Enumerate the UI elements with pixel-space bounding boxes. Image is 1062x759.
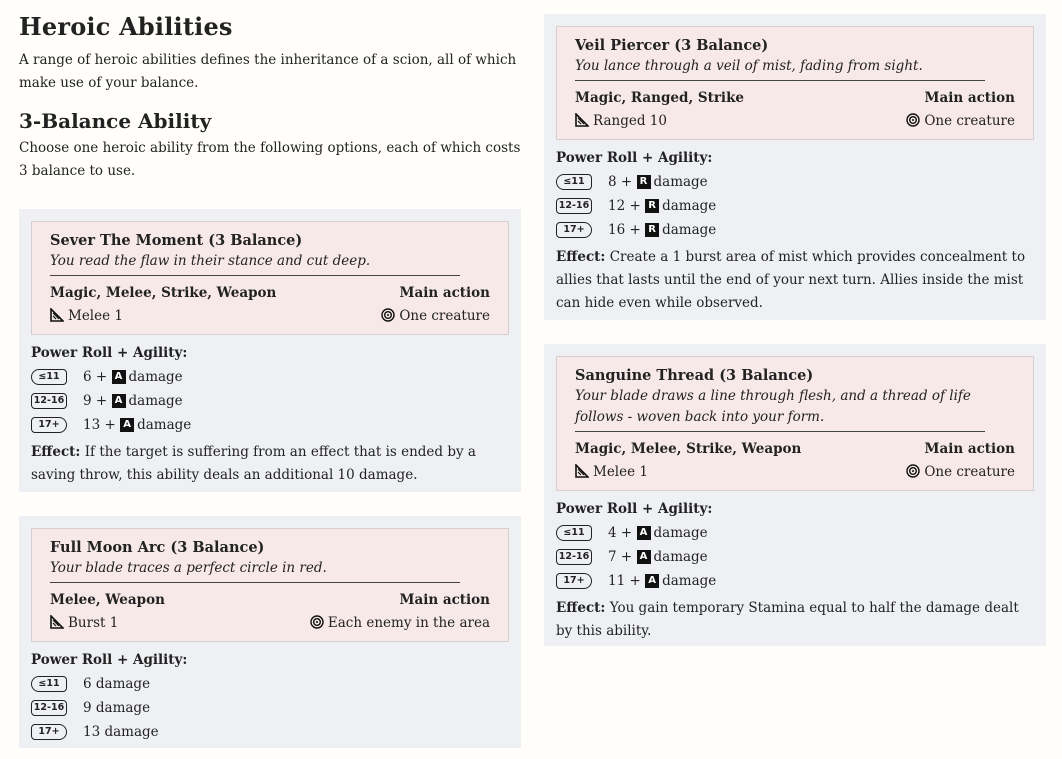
ability-action: Main action: [399, 592, 490, 608]
characteristic-icon: R: [637, 175, 651, 189]
distance-icon: [575, 464, 589, 478]
ability-target: One creature: [924, 464, 1015, 480]
power-roll-label: Power Roll + Agility:: [31, 345, 188, 361]
left-column: [19, 0, 521, 183]
target-icon: [310, 615, 324, 629]
damage-label: damage: [662, 222, 717, 238]
damage-label: damage: [653, 174, 708, 190]
tier-1-badge: ≤11: [556, 525, 592, 541]
tier-1-value: 6 +: [83, 369, 108, 385]
tier-3-value: 13 damage: [83, 724, 159, 740]
tier-row-1: [556, 170, 1034, 194]
effect-label: Effect:: [556, 249, 606, 265]
effect-text: Create a 1 burst area of mist which provides concealment to allies that lasts until the end of your next turn. Allies inside the mist can hide even while observed.: [556, 249, 1026, 311]
distance-icon: [50, 615, 64, 629]
effect-text: You gain temporary Stamina equal to half the damage dealt by this ability.: [556, 600, 1019, 639]
characteristic-icon: A: [637, 550, 651, 564]
ability-action: Main action: [924, 441, 1015, 457]
characteristic-icon: A: [120, 418, 134, 432]
ability-card: [31, 528, 509, 642]
ability-card: [556, 26, 1034, 140]
tier-3-badge: 17+: [556, 222, 592, 238]
ability-distance: Ranged 10: [593, 113, 667, 129]
ability-flavor: You read the flaw in their stance and cut deep.: [50, 251, 460, 276]
ability-keywords: Melee, Weapon: [50, 592, 165, 608]
tier-row-2: [556, 194, 1034, 218]
characteristic-icon: A: [637, 526, 651, 540]
characteristic-icon: A: [112, 394, 126, 408]
ability-name: Sanguine Thread (3 Balance): [575, 367, 814, 384]
power-roll-label: Power Roll + Agility:: [31, 652, 188, 668]
tier-2-value: 12 +: [608, 198, 641, 214]
tier-row-3: [31, 720, 509, 744]
target-icon: [906, 464, 920, 478]
tier-2-value: 7 +: [608, 549, 633, 565]
ability-action: Main action: [924, 90, 1015, 106]
damage-label: damage: [128, 369, 183, 385]
damage-label: damage: [128, 393, 183, 409]
ability-distance: Burst 1: [68, 615, 119, 631]
tier-row-1: [556, 521, 1034, 545]
target-icon: [381, 308, 395, 322]
ability-name: Veil Piercer (3 Balance): [575, 37, 769, 54]
characteristic-icon: A: [112, 370, 126, 384]
ability-target: Each enemy in the area: [327, 615, 490, 631]
ability-effect: [556, 597, 1034, 643]
target-icon: [906, 113, 920, 127]
damage-label: damage: [662, 573, 717, 589]
ability-target: One creature: [399, 308, 490, 324]
ability-target: One creature: [924, 113, 1015, 129]
power-roll-label: Power Roll + Agility:: [556, 150, 713, 166]
tier-row-1: [31, 672, 509, 696]
tier-row-2: [556, 545, 1034, 569]
ability-block-veil-piercer: [544, 14, 1046, 320]
distance-icon: [575, 113, 589, 127]
tier-row-3: [556, 569, 1034, 593]
characteristic-icon: R: [645, 223, 659, 237]
tier-3-badge: 17+: [31, 724, 67, 740]
ability-effect: [31, 441, 509, 487]
characteristic-icon: A: [645, 574, 659, 588]
tier-1-value: 4 +: [608, 525, 633, 541]
ability-card: [31, 221, 509, 335]
effect-text: If the target is suffering from an effect that is ended by a saving throw, this ability deals an additional 10 damage.: [31, 444, 476, 483]
tier-1-value: 8 +: [608, 174, 633, 190]
damage-label: damage: [653, 525, 708, 541]
ability-action: Main action: [399, 285, 490, 301]
tier-2-badge: 12-16: [556, 198, 592, 214]
damage-label: damage: [653, 549, 708, 565]
tier-row-2: [31, 696, 509, 720]
ability-effect: [556, 246, 1034, 315]
ability-distance: Melee 1: [593, 464, 648, 480]
tier-3-value: 16 +: [608, 222, 641, 238]
ability-flavor: Your blade traces a perfect circle in red.: [50, 558, 460, 583]
characteristic-icon: R: [645, 199, 659, 213]
damage-label: damage: [662, 198, 717, 214]
section-intro: Choose one heroic ability from the following options, each of which costs 3 balance to use.: [19, 140, 521, 179]
tier-1-badge: ≤11: [31, 676, 67, 692]
ability-name: Full Moon Arc (3 Balance): [50, 539, 265, 556]
ability-flavor: You lance through a veil of mist, fading from sight.: [575, 56, 985, 81]
tier-2-value: 9 damage: [83, 700, 151, 716]
effect-label: Effect:: [556, 600, 606, 616]
page-intro: A range of heroic abilities defines the inheritance of a scion, all of which make use of your balance.: [19, 52, 517, 91]
ability-flavor: Your blade draws a line through flesh, and a thread of life follows - woven back into your form.: [575, 386, 985, 432]
damage-label: damage: [137, 417, 192, 433]
tier-2-value: 9 +: [83, 393, 108, 409]
tier-1-value: 6 damage: [83, 676, 151, 692]
tier-2-badge: 12-16: [31, 393, 67, 409]
power-roll-label: Power Roll + Agility:: [556, 501, 713, 517]
tier-2-badge: 12-16: [31, 700, 67, 716]
ability-block-sever-the-moment: [19, 209, 521, 492]
ability-keywords: Magic, Melee, Strike, Weapon: [50, 285, 277, 301]
tier-1-badge: ≤11: [556, 174, 592, 190]
ability-card: [556, 356, 1034, 491]
tier-3-badge: 17+: [556, 573, 592, 589]
ability-block-sanguine-thread: [544, 344, 1046, 646]
section-title: 3-Balance Ability: [19, 109, 212, 133]
ability-keywords: Magic, Ranged, Strike: [575, 90, 745, 106]
ability-keywords: Magic, Melee, Strike, Weapon: [575, 441, 802, 457]
tier-2-badge: 12-16: [556, 549, 592, 565]
ability-distance: Melee 1: [68, 308, 123, 324]
tier-3-value: 11 +: [608, 573, 641, 589]
tier-row-2: [31, 389, 509, 413]
distance-icon: [50, 308, 64, 322]
ability-name: Sever The Moment (3 Balance): [50, 232, 303, 249]
tier-row-3: [556, 218, 1034, 242]
tier-row-3: [31, 413, 509, 437]
ability-block-full-moon-arc: [19, 516, 521, 748]
tier-3-badge: 17+: [31, 417, 67, 433]
tier-3-value: 13 +: [83, 417, 116, 433]
effect-label: Effect:: [31, 444, 81, 460]
tier-row-1: [31, 365, 509, 389]
tier-1-badge: ≤11: [31, 369, 67, 385]
page-title: Heroic Abilities: [19, 12, 233, 41]
